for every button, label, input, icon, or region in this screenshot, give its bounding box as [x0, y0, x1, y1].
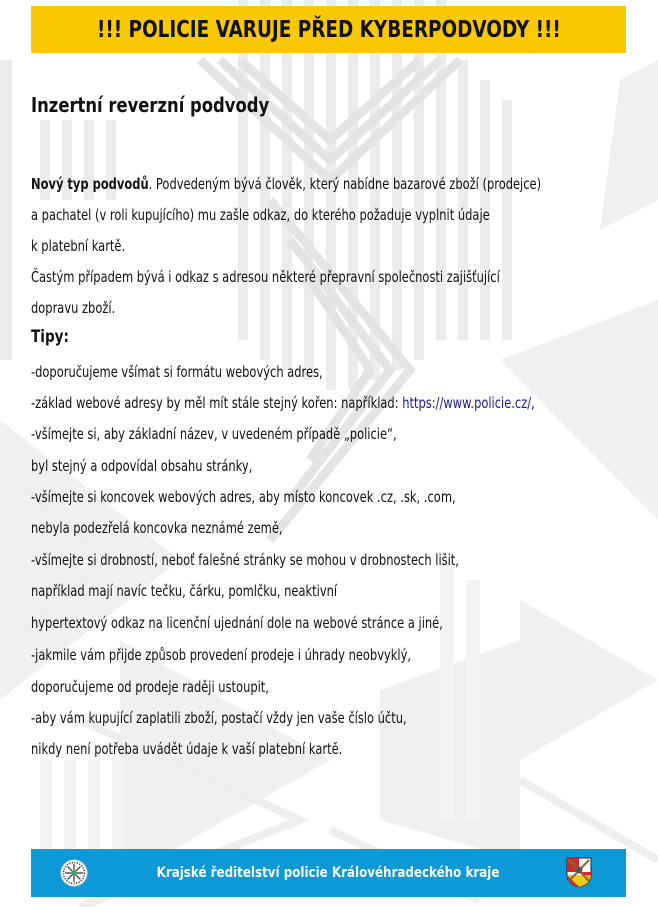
intro-line-3: k platební kartě. — [31, 237, 126, 255]
intro-bold-lead: Nový typ podvodů — [31, 175, 149, 193]
warning-banner — [31, 6, 626, 53]
intro-line-2: a pachatel (v roli kupujícího) mu zašle odkaz, do kterého požaduje vyplnit údaje — [31, 206, 490, 224]
tip-line-7: -všímejte si drobností, neboť falešné stránky se mohou v drobnostech lišit, — [31, 551, 459, 569]
tip-line-1: -doporučujeme všímat si formátu webových adres, — [31, 363, 323, 381]
tip-line-12: -aby vám kupující zaplatili zboží, postačí vždy jen vaše číslo účtu, — [31, 709, 407, 727]
footer-title: Krajské ředitelství policie Královéhradeckého kraje — [157, 865, 500, 881]
tip-line-11: doporučujeme od prodeje raději ustoupit, — [31, 678, 269, 696]
tip-line-2: -základ webové adresy by měl mít stále stejný kořen: například: https://www.policie.cz/, — [31, 394, 535, 412]
policie-cz-link[interactable]: https://www.policie.cz/ — [402, 394, 532, 412]
article-heading: Inzertní reverzní podvody — [31, 93, 270, 117]
banner-title: !!! POLICIE VARUJE PŘED KYBERPODVODY !!! — [96, 16, 561, 43]
hradec-kralove-region-coat-of-arms-icon — [566, 857, 592, 888]
tip-line-4: byl stejný a odpovídal obsahu stránky, — [31, 457, 253, 475]
tip-line-8: například mají navíc tečku, čárku, pomlčku, neaktivní — [31, 582, 338, 600]
footer-bar — [31, 849, 626, 897]
tip-line-13: nikdy není potřeba uvádět údaje k vaší platební kartě. — [31, 740, 343, 758]
tip-line-9: hypertextový odkaz na licenční ujednání dole na webové stránce a jiné, — [31, 614, 443, 632]
tip-line-6: nebyla podezřelá koncovka neznámé země, — [31, 519, 283, 537]
intro-line-5: dopravu zboží. — [31, 299, 116, 317]
intro-line-4: Častým případem bývá i odkaz s adresou některé přepravní společnosti zajišťující — [31, 268, 500, 286]
tip-line-5: -všímejte si koncovek webových adres, aby místo koncovek .cz, .sk, .com, — [31, 488, 456, 506]
tips-label: Tipy: — [31, 327, 69, 347]
tip-line-10: -jakmile vám přijde způsob provedení prodeje i úhrady neobvyklý, — [31, 646, 412, 664]
tip-line-3: -všímejte si, aby základní název, v uvedeném případě „policie“, — [31, 425, 397, 443]
intro-line-1: Nový typ podvodů. Podvedeným bývá člověk, který nabídne bazarové zboží (prodejce) — [31, 175, 542, 193]
